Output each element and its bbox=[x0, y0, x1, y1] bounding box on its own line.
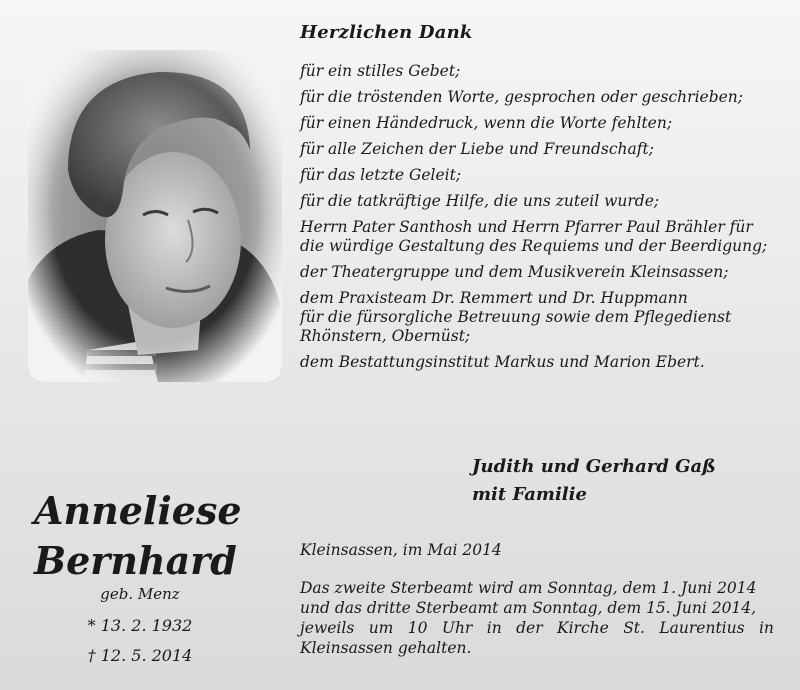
first-name: Anneliese bbox=[34, 488, 242, 533]
announcement-line: Das zweite Sterbeamt wird am Sonntag, dem 1. Juni 2014 bbox=[300, 579, 757, 597]
word: Uhr bbox=[441, 619, 473, 637]
deceased-name bbox=[34, 486, 254, 586]
signature-names: Judith und Gerhard Gaß bbox=[472, 456, 716, 477]
list-item: dem Praxisteam Dr. Remmert und Dr. Huppmann für die fürsorgliche Betreuung sowie dem Pflegedienst Rhönstern, Obernüst; bbox=[300, 289, 732, 345]
portrait-photo bbox=[28, 50, 282, 382]
list-item: für ein stilles Gebet; bbox=[300, 62, 461, 80]
announcement-line: Kleinsassen gehalten. bbox=[300, 639, 472, 657]
birth-date: * 13. 2. 1932 bbox=[87, 616, 193, 635]
life-dates bbox=[70, 585, 210, 676]
word: Laurentius bbox=[659, 619, 745, 637]
word: in bbox=[486, 619, 502, 637]
portrait-image bbox=[28, 50, 282, 382]
last-name: Bernhard bbox=[34, 538, 237, 583]
word: um bbox=[368, 619, 394, 637]
word: Kirche bbox=[557, 619, 609, 637]
list-item: für einen Händedruck, wenn die Worte fehlten; bbox=[300, 114, 673, 132]
list-item: für die tatkräftige Hilfe, die uns zuteil wurde; bbox=[300, 192, 660, 210]
list-item: dem Bestattungsinstitut Markus und Marion Ebert. bbox=[300, 353, 705, 371]
announcement-line: und das dritte Sterbeamt am Sonntag, dem 15. Juni 2014, bbox=[300, 599, 757, 617]
word: der bbox=[516, 619, 543, 637]
list-item: für alle Zeichen der Liebe und Freundschaft; bbox=[300, 140, 654, 158]
signature bbox=[472, 453, 716, 509]
birth-name: geb. Menz bbox=[100, 585, 180, 603]
mass-announcement bbox=[300, 578, 774, 658]
list-item: der Theatergruppe und dem Musikverein Kleinsassen; bbox=[300, 263, 729, 281]
signature-family: mit Familie bbox=[472, 484, 587, 505]
place-date: Kleinsassen, im Mai 2014 bbox=[300, 541, 502, 559]
word: 10 bbox=[407, 619, 428, 637]
word: jeweils bbox=[300, 619, 355, 637]
death-date: † 12. 5. 2014 bbox=[87, 646, 193, 665]
list-item: Herrn Pater Santhosh und Herrn Pfarrer Paul Brähler für die würdige Gestaltung des Requiems und der Beerdigung; bbox=[300, 218, 768, 255]
gratitude-list bbox=[300, 62, 795, 379]
list-item: für die tröstenden Worte, gesprochen oder geschrieben; bbox=[300, 88, 743, 106]
word: in bbox=[758, 619, 774, 637]
word: St. bbox=[623, 619, 645, 637]
announcement-line bbox=[300, 618, 774, 638]
list-item: für das letzte Geleit; bbox=[300, 166, 462, 184]
heading: Herzlichen Dank bbox=[300, 22, 473, 43]
